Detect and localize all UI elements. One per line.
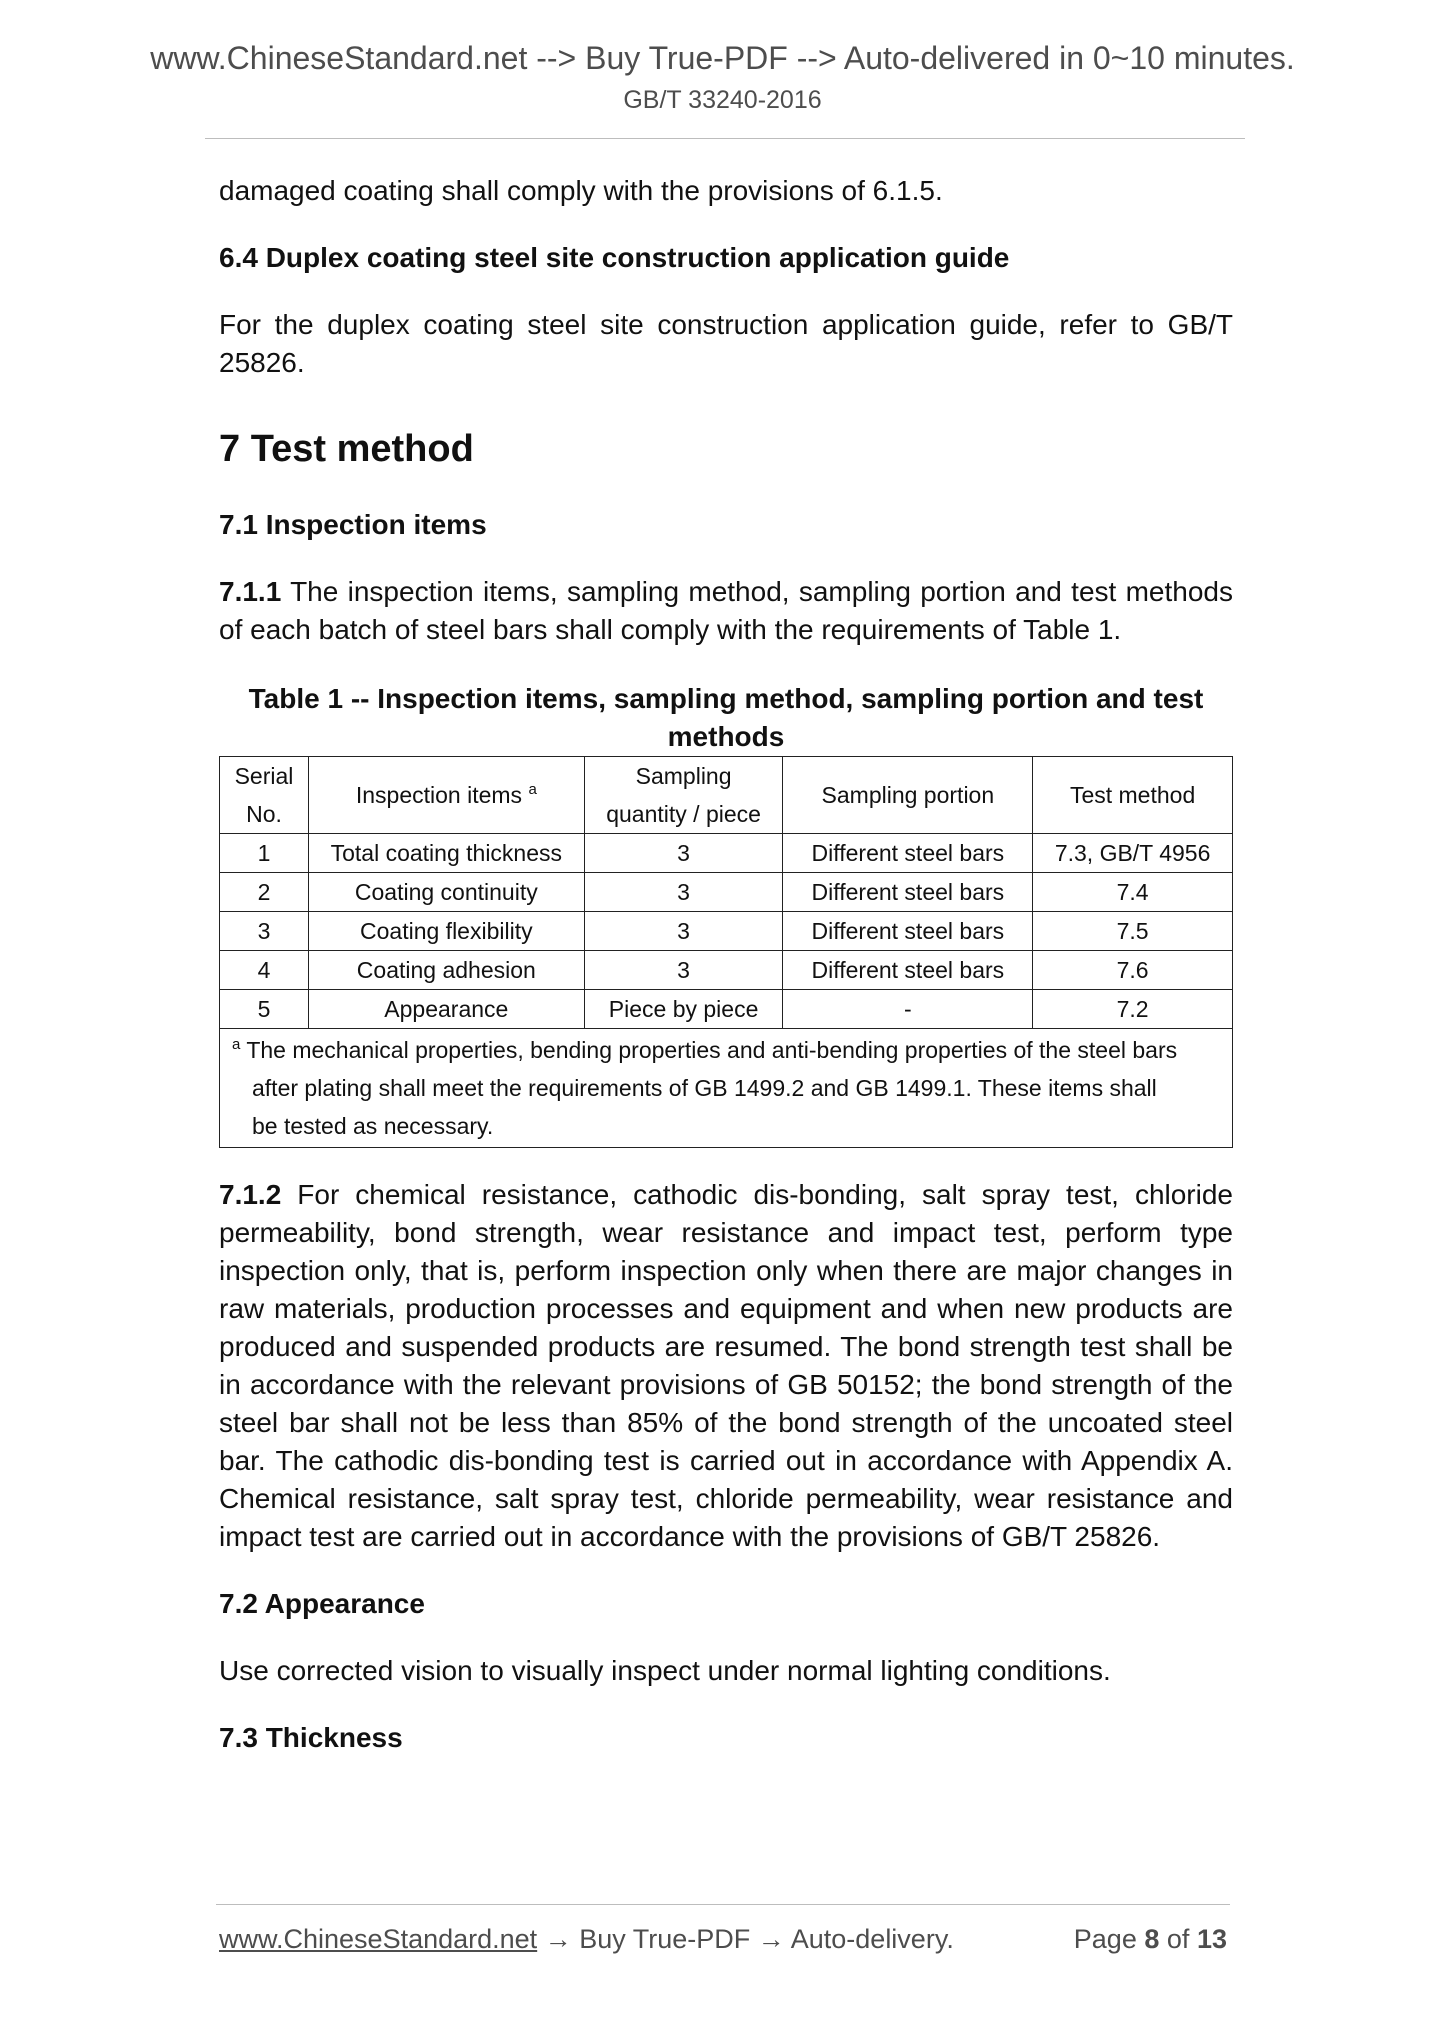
footnote-marker: a — [232, 1036, 241, 1053]
paragraph-7-1-2 — [219, 1176, 1233, 1556]
footer-promo-text: → Buy True-PDF → Auto-delivery. — [537, 1924, 954, 1954]
cell-serial-no: 3 — [220, 912, 309, 951]
table-1-caption-line1: Table 1 -- Inspection items, sampling method, sampling portion and test — [248, 683, 1204, 714]
paragraph-7-1-1 — [219, 573, 1233, 649]
cell-test-method: 7.6 — [1033, 951, 1233, 990]
header-qty-line2: quantity / piece — [606, 801, 761, 827]
heading-7-2: 7.2 Appearance — [219, 1588, 425, 1619]
cell-inspection-item: Total coating thickness — [308, 834, 584, 873]
cell-sampling-quantity: 3 — [584, 834, 783, 873]
cell-sampling-portion: Different steel bars — [783, 951, 1033, 990]
header-inspection-items — [308, 757, 584, 834]
table-1-caption — [219, 680, 1233, 756]
footnote-line3: be tested as necessary. — [252, 1113, 494, 1139]
page-header — [0, 38, 1445, 116]
cell-sampling-quantity: 3 — [584, 873, 783, 912]
clause-number-7-1-2: 7.1.2 — [219, 1179, 282, 1210]
table-row — [220, 990, 1233, 1029]
inspection-table — [219, 756, 1233, 1148]
footer-divider — [216, 1904, 1230, 1905]
header-serial-no — [220, 757, 309, 834]
header-divider — [205, 138, 1245, 139]
cell-test-method: 7.4 — [1033, 873, 1233, 912]
cell-sampling-portion: - — [783, 990, 1033, 1029]
table-footnote — [220, 1029, 1233, 1148]
cell-test-method: 7.2 — [1033, 990, 1233, 1029]
paragraph-7-2: Use corrected vision to visually inspect under normal lighting conditions. — [219, 1655, 1111, 1686]
footer-site-link[interactable]: www.ChineseStandard.net — [219, 1924, 538, 1954]
clause-text-7-1-1: The inspection items, sampling method, sampling portion and test methods of each batch of steel bars shall comply with the requirements of Table 1. — [219, 576, 1233, 645]
header-standard-number: GB/T 33240-2016 — [623, 86, 822, 114]
header-qty-line1: Sampling — [635, 763, 732, 789]
total-pages-number: 13 — [1196, 1924, 1227, 1954]
cell-inspection-item: Coating flexibility — [308, 912, 584, 951]
header-serial-line1: Serial — [234, 763, 294, 789]
cell-sampling-quantity: 3 — [584, 912, 783, 951]
clause-number-7-1-1: 7.1.1 — [219, 576, 282, 607]
current-page-number: 8 — [1144, 1924, 1160, 1954]
cell-inspection-item: Coating adhesion — [308, 951, 584, 990]
cell-test-method: 7.3, GB/T 4956 — [1033, 834, 1233, 873]
page-label: Page — [1073, 1924, 1137, 1954]
cell-sampling-quantity: Piece by piece — [584, 990, 783, 1029]
footer-promo — [219, 1921, 954, 1957]
cell-serial-no: 2 — [220, 873, 309, 912]
header-sampling-quantity — [584, 757, 783, 834]
clause-text-7-1-2: For chemical resistance, cathodic dis-bonding, salt spray test, chloride permeability, bond strength, wear resistance and impact test, perform type inspection only, that is, perform inspection only when there are major changes in raw materials, production processes and equipment and when new products are produced and suspended products are resumed. The bond strength test shall be in accordance with the relevant provisions of GB 50152; the bond strength of the steel bar shall not be less than 85% of the bond strength of the uncoated steel bar. The cathodic dis-bonding test is carried out in accordance with Appendix A. Chemical resistance, salt spray test, chloride permeability, wear resistance and impact test are carried out in accordance with the provisions of GB/T 25826. — [219, 1179, 1233, 1552]
heading-6-4: 6.4 Duplex coating steel site construction application guide — [219, 242, 1010, 273]
cell-serial-no: 4 — [220, 951, 309, 990]
table-row — [220, 873, 1233, 912]
heading-7: 7 Test method — [219, 428, 474, 470]
cell-serial-no: 5 — [220, 990, 309, 1029]
table-1-caption-line2: methods — [667, 721, 785, 752]
cell-inspection-item: Coating continuity — [308, 873, 584, 912]
header-items-label: Inspection items — [355, 782, 523, 808]
paragraph-continued: damaged coating shall comply with the provisions of 6.1.5. — [219, 175, 943, 206]
cell-sampling-quantity: 3 — [584, 951, 783, 990]
table-footnote-row — [220, 1029, 1233, 1148]
table-row — [220, 951, 1233, 990]
cell-sampling-portion: Different steel bars — [783, 834, 1033, 873]
page-indicator — [1074, 1921, 1227, 1957]
header-banner[interactable]: www.ChineseStandard.net --> Buy True-PDF --> Auto-delivered in 0~10 minutes. — [150, 40, 1295, 76]
of-label: of — [1166, 1924, 1190, 1954]
cell-sampling-portion: Different steel bars — [783, 912, 1033, 951]
footnote-marker: a — [528, 781, 537, 798]
table-row — [220, 834, 1233, 873]
header-test-method: Test method — [1033, 757, 1233, 834]
cell-test-method: 7.5 — [1033, 912, 1233, 951]
paragraph-6-4: For the duplex coating steel site construction application guide, refer to GB/T 25826. — [219, 309, 1233, 378]
table-row — [220, 912, 1233, 951]
heading-7-1: 7.1 Inspection items — [219, 509, 487, 540]
table-header-row — [220, 757, 1233, 834]
footnote-line1: The mechanical properties, bending properties and anti-bending properties of the steel bars — [240, 1037, 1178, 1063]
heading-7-3: 7.3 Thickness — [219, 1722, 403, 1753]
header-serial-line2: No. — [246, 801, 282, 827]
cell-serial-no: 1 — [220, 834, 309, 873]
cell-sampling-portion: Different steel bars — [783, 873, 1033, 912]
footnote-line2: after plating shall meet the requirements of GB 1499.2 and GB 1499.1. These items shall — [252, 1075, 1157, 1101]
header-sampling-portion: Sampling portion — [783, 757, 1033, 834]
document-body — [219, 170, 1233, 1757]
cell-inspection-item: Appearance — [308, 990, 584, 1029]
